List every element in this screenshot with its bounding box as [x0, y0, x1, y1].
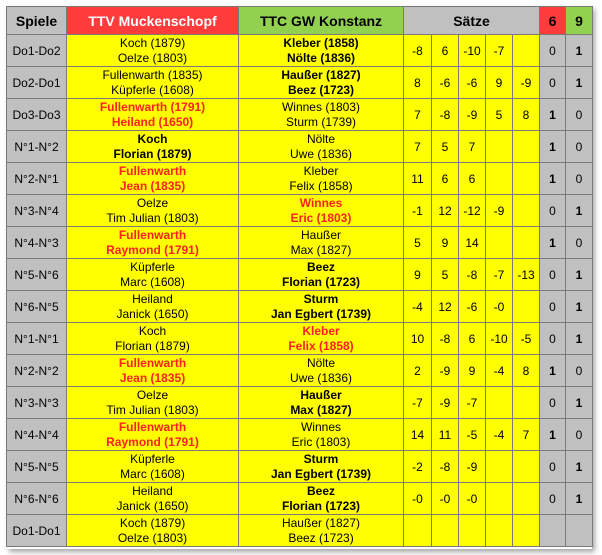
home-player-line: Koch (1879) — [119, 515, 186, 530]
match-label: N°2-N°2 — [7, 355, 67, 387]
away-players — [239, 259, 404, 291]
match-label: N°1-N°2 — [7, 131, 67, 163]
away-player-line: Kleber (1858) — [283, 35, 359, 50]
set-score: -10 — [486, 323, 513, 355]
set-score — [513, 227, 540, 259]
set-score — [486, 483, 513, 515]
match-results-table — [6, 6, 593, 547]
away-player-line: Winnes (1803) — [281, 99, 361, 114]
set-score: 11 — [432, 419, 459, 451]
set-score: -9 — [459, 451, 486, 483]
set-score — [513, 35, 540, 67]
home-player-line: Fullenwarth — [118, 355, 187, 370]
set-score: -5 — [513, 323, 540, 355]
home-point: 0 — [540, 387, 566, 419]
match-row — [7, 99, 593, 131]
set-score — [459, 515, 486, 547]
set-score: 9 — [486, 67, 513, 99]
home-player-line: Küpferle — [130, 451, 175, 466]
set-score: -8 — [432, 323, 459, 355]
set-score: 5 — [404, 227, 432, 259]
match-row — [7, 35, 593, 67]
away-point: 1 — [566, 483, 593, 515]
away-players — [239, 67, 404, 99]
home-players — [67, 483, 239, 515]
set-score: -7 — [486, 35, 513, 67]
home-point — [540, 515, 566, 547]
set-score: 7 — [404, 99, 432, 131]
away-point: 0 — [566, 163, 593, 195]
away-player-line: Beez (1723) — [288, 530, 354, 545]
home-point: 1 — [540, 355, 566, 387]
match-label: Do3-Do3 — [7, 99, 67, 131]
home-players — [67, 451, 239, 483]
away-player-line: Florian (1723) — [281, 498, 361, 513]
away-point: 0 — [566, 99, 593, 131]
home-players — [67, 291, 239, 323]
header-spiele: Spiele — [7, 7, 67, 35]
match-label: N°4-N°3 — [7, 227, 67, 259]
header-row — [7, 7, 593, 35]
set-score: 7 — [513, 419, 540, 451]
set-score: 12 — [432, 195, 459, 227]
match-label: Do1-Do1 — [7, 515, 67, 547]
match-row — [7, 195, 593, 227]
set-score: 9 — [459, 355, 486, 387]
away-player-line: Uwe (1836) — [289, 146, 353, 161]
away-point: 1 — [566, 387, 593, 419]
away-player-line: Eric (1803) — [290, 210, 352, 225]
match-row — [7, 355, 593, 387]
away-player-line: Haußer (1827) — [281, 67, 361, 82]
set-score: -9 — [459, 99, 486, 131]
away-point: 0 — [566, 355, 593, 387]
header-away-score: 9 — [566, 7, 593, 35]
away-players — [239, 35, 404, 67]
set-score: 14 — [459, 227, 486, 259]
away-players — [239, 291, 404, 323]
set-score — [513, 451, 540, 483]
home-player-line: Marc (1608) — [120, 466, 185, 481]
set-score: 2 — [404, 355, 432, 387]
set-score — [513, 195, 540, 227]
set-score: -13 — [513, 259, 540, 291]
match-label: Do2-Do1 — [7, 67, 67, 99]
home-point: 1 — [540, 131, 566, 163]
home-player-line: Heiland (1650) — [111, 114, 194, 129]
home-point: 0 — [540, 291, 566, 323]
match-label: N°5-N°6 — [7, 259, 67, 291]
home-player-line: Oelze (1803) — [117, 50, 188, 65]
set-score: -7 — [404, 387, 432, 419]
set-score: 9 — [432, 227, 459, 259]
away-players — [239, 163, 404, 195]
home-point: 0 — [540, 67, 566, 99]
away-players — [239, 195, 404, 227]
away-player-line: Haußer — [300, 387, 342, 402]
home-player-line: Jean (1835) — [119, 370, 186, 385]
set-score: -9 — [513, 67, 540, 99]
set-score: 8 — [404, 67, 432, 99]
away-player-line: Max (1827) — [290, 242, 352, 257]
away-player-line: Florian (1723) — [281, 274, 361, 289]
away-players — [239, 99, 404, 131]
away-player-line: Max (1827) — [290, 402, 352, 417]
away-player-line: Jan Egbert (1739) — [270, 306, 372, 321]
home-player-line: Oelze — [136, 387, 169, 402]
away-player-line: Nölte — [306, 131, 335, 146]
home-players — [67, 99, 239, 131]
home-players — [67, 67, 239, 99]
header-away-team: TTC GW Konstanz — [239, 7, 404, 35]
away-players — [239, 483, 404, 515]
match-row — [7, 419, 593, 451]
home-player-line: Janick (1650) — [116, 498, 189, 513]
set-score — [404, 515, 432, 547]
set-score: -8 — [404, 35, 432, 67]
match-row — [7, 323, 593, 355]
home-players — [67, 355, 239, 387]
home-players — [67, 419, 239, 451]
set-score — [513, 387, 540, 419]
home-players — [67, 195, 239, 227]
away-player-line: Uwe (1836) — [289, 370, 353, 385]
set-score: -9 — [432, 387, 459, 419]
away-players — [239, 323, 404, 355]
header-home-team: TTV Muckenschopf — [67, 7, 239, 35]
set-score: 6 — [459, 163, 486, 195]
away-player-line: Felix (1858) — [289, 178, 353, 193]
away-players — [239, 451, 404, 483]
home-player-line: Janick (1650) — [116, 306, 189, 321]
match-row — [7, 163, 593, 195]
set-score: 7 — [404, 131, 432, 163]
match-label: N°3-N°3 — [7, 387, 67, 419]
home-point: 0 — [540, 451, 566, 483]
set-score — [432, 515, 459, 547]
home-player-line: Marc (1608) — [120, 274, 185, 289]
set-score: -7 — [486, 259, 513, 291]
set-score — [486, 515, 513, 547]
match-label: N°3-N°4 — [7, 195, 67, 227]
home-players — [67, 227, 239, 259]
set-score: -0 — [404, 483, 432, 515]
home-players — [67, 387, 239, 419]
home-player-line: Fullenwarth (1835) — [102, 67, 203, 82]
away-player-line: Beez — [306, 259, 335, 274]
home-player-line: Florian (1879) — [113, 146, 192, 161]
home-point: 0 — [540, 323, 566, 355]
away-players — [239, 515, 404, 547]
away-players — [239, 131, 404, 163]
match-row — [7, 387, 593, 419]
set-score — [513, 515, 540, 547]
home-player-line: Heiland — [132, 483, 173, 498]
set-score: -8 — [432, 99, 459, 131]
match-row — [7, 259, 593, 291]
set-score — [486, 131, 513, 163]
away-players — [239, 227, 404, 259]
home-players — [67, 323, 239, 355]
away-players — [239, 419, 404, 451]
set-score: -5 — [459, 419, 486, 451]
home-player-line: Oelze (1803) — [117, 530, 188, 545]
match-label: N°4-N°4 — [7, 419, 67, 451]
header-saetze: Sätze — [404, 7, 540, 35]
match-row — [7, 483, 593, 515]
away-point: 0 — [566, 131, 593, 163]
set-score — [513, 131, 540, 163]
set-score: -2 — [404, 451, 432, 483]
match-label: N°5-N°5 — [7, 451, 67, 483]
away-point: 1 — [566, 323, 593, 355]
home-player-line: Jean (1835) — [119, 178, 186, 193]
set-score: 8 — [513, 355, 540, 387]
set-score: -6 — [459, 291, 486, 323]
home-point: 0 — [540, 195, 566, 227]
home-player-line: Küpferle — [130, 259, 175, 274]
home-point: 0 — [540, 483, 566, 515]
away-players — [239, 355, 404, 387]
set-score: -0 — [486, 291, 513, 323]
match-row — [7, 67, 593, 99]
match-rows — [7, 35, 593, 547]
set-score — [486, 227, 513, 259]
set-score: -4 — [486, 355, 513, 387]
home-point: 0 — [540, 259, 566, 291]
away-player-line: Sturm — [303, 451, 339, 466]
away-point: 1 — [566, 291, 593, 323]
set-score — [513, 291, 540, 323]
away-point: 1 — [566, 67, 593, 99]
home-player-line: Koch — [137, 131, 168, 146]
set-score — [513, 163, 540, 195]
home-players — [67, 163, 239, 195]
home-players — [67, 259, 239, 291]
away-point: 1 — [566, 35, 593, 67]
away-point: 1 — [566, 195, 593, 227]
set-score: -1 — [404, 195, 432, 227]
match-row — [7, 451, 593, 483]
match-label: N°1-N°1 — [7, 323, 67, 355]
home-players — [67, 131, 239, 163]
set-score — [486, 163, 513, 195]
home-player-line: Tim Julian (1803) — [106, 210, 199, 225]
home-player-line: Oelze — [136, 195, 169, 210]
match-row — [7, 131, 593, 163]
set-score: 12 — [432, 291, 459, 323]
set-score: 9 — [404, 259, 432, 291]
set-score: -10 — [459, 35, 486, 67]
away-point: 1 — [566, 451, 593, 483]
match-row — [7, 291, 593, 323]
set-score: 5 — [486, 99, 513, 131]
match-label: N°6-N°5 — [7, 291, 67, 323]
home-player-line: Fullenwarth (1791) — [99, 99, 206, 114]
set-score: 6 — [432, 35, 459, 67]
away-player-line: Kleber — [302, 323, 340, 338]
set-score: 14 — [404, 419, 432, 451]
away-point: 0 — [566, 419, 593, 451]
set-score: 11 — [404, 163, 432, 195]
home-player-line: Heiland — [132, 291, 173, 306]
set-score: 6 — [432, 163, 459, 195]
away-player-line: Sturm — [303, 291, 339, 306]
match-label: Do1-Do2 — [7, 35, 67, 67]
away-player-line: Felix (1858) — [288, 338, 354, 353]
home-player-line: Fullenwarth — [118, 419, 187, 434]
set-score: -0 — [432, 483, 459, 515]
home-player-line: Fullenwarth — [118, 163, 187, 178]
match-row — [7, 227, 593, 259]
home-player-line: Küpferle (1608) — [111, 82, 194, 97]
set-score: 8 — [513, 99, 540, 131]
home-point: 1 — [540, 227, 566, 259]
home-point: 1 — [540, 419, 566, 451]
set-score: -4 — [404, 291, 432, 323]
set-score: 7 — [459, 131, 486, 163]
home-player-line: Raymond (1791) — [106, 242, 199, 257]
results-frame — [6, 6, 592, 549]
home-player-line: Florian (1879) — [115, 338, 190, 353]
match-label: N°6-N°6 — [7, 483, 67, 515]
set-score — [513, 483, 540, 515]
home-point: 0 — [540, 35, 566, 67]
set-score: -8 — [459, 259, 486, 291]
away-player-line: Eric (1803) — [291, 434, 351, 449]
home-players — [67, 35, 239, 67]
set-score: -8 — [432, 451, 459, 483]
home-point: 1 — [540, 99, 566, 131]
away-player-line: Nölte (1836) — [286, 50, 356, 65]
home-players — [67, 515, 239, 547]
match-label: N°2-N°1 — [7, 163, 67, 195]
set-score: -4 — [486, 419, 513, 451]
away-player-line: Beez (1723) — [287, 82, 355, 97]
away-player-line: Winnes — [300, 419, 341, 434]
home-player-line: Fullenwarth — [118, 227, 187, 242]
away-player-line: Jan Egbert (1739) — [270, 466, 372, 481]
header-home-score: 6 — [540, 7, 566, 35]
match-row — [7, 515, 593, 547]
away-player-line: Haußer — [300, 227, 341, 242]
set-score: 5 — [432, 131, 459, 163]
set-score: -7 — [459, 387, 486, 419]
set-score: -9 — [432, 355, 459, 387]
set-score: 5 — [432, 259, 459, 291]
home-player-line: Raymond (1791) — [106, 434, 199, 449]
set-score: 10 — [404, 323, 432, 355]
away-players — [239, 387, 404, 419]
set-score: -12 — [459, 195, 486, 227]
set-score: -6 — [459, 67, 486, 99]
away-player-line: Kleber — [303, 163, 339, 178]
set-score — [486, 387, 513, 419]
away-point: 1 — [566, 259, 593, 291]
home-point: 1 — [540, 163, 566, 195]
away-point: 0 — [566, 227, 593, 259]
away-player-line: Nölte — [306, 355, 335, 370]
away-player-line: Beez — [306, 483, 335, 498]
away-point — [566, 515, 593, 547]
set-score: -0 — [459, 483, 486, 515]
away-player-line: Sturm (1739) — [285, 114, 357, 129]
set-score: 6 — [459, 323, 486, 355]
away-player-line: Haußer (1827) — [281, 515, 361, 530]
home-player-line: Tim Julian (1803) — [106, 402, 199, 417]
set-score: -6 — [432, 67, 459, 99]
set-score — [486, 451, 513, 483]
away-player-line: Winnes — [299, 195, 343, 210]
set-score: -9 — [486, 195, 513, 227]
home-player-line: Koch (1879) — [119, 35, 186, 50]
home-player-line: Koch — [138, 323, 167, 338]
